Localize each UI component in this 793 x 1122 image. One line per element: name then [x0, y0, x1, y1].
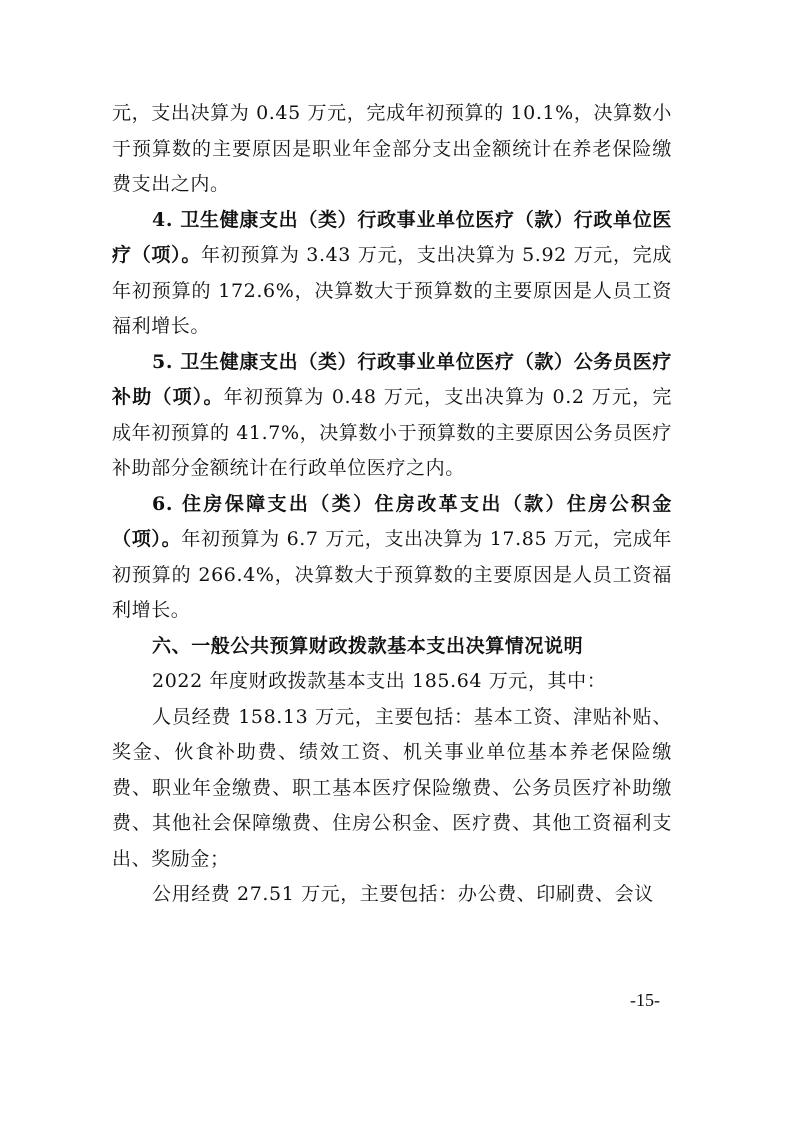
paragraph-heading: 4. 卫生健康支出（类）行政事业单位医疗（款）行政单位医疗（项）。: [112, 208, 672, 266]
paragraph-heading: 6. 住房保障支出（类）住房改革支出（款）住房公积金（项）。: [112, 492, 672, 550]
paragraph-text: 年初预算为 6.7 万元，支出决算为 17.85 万元，完成年初预算的 266.4%，决算数大于预算数的主要原因是人员工资福利增长。: [112, 528, 672, 621]
section-heading-text: 六、一般公共预算财政拨款基本支出决算情况说明: [152, 634, 584, 657]
paragraph-item-5: [112, 345, 672, 487]
paragraph-text: 年初预算为 3.43 万元，支出决算为 5.92 万元，完成年初预算的 172.6%，决算数大于预算数的主要原因是人员工资福利增长。: [112, 244, 672, 337]
paragraph-text: 年初预算为 0.48 万元，支出决算为 0.2 万元，完成年初预算的 41.7%，决算数小于预算数的主要原因公务员医疗补助部分金额统计在行政单位医疗之内。: [112, 386, 672, 479]
paragraph-text: 元，支出决算为 0.45 万元，完成年初预算的 10.1%，决算数小于预算数的主要原因是职业年金部分支出金额统计在养老保险缴费支出之内。: [112, 102, 672, 195]
paragraph-text: 人员经费 158.13 万元，主要包括：基本工资、津贴补贴、奖金、伙食补助费、绩效工资、机关事业单位基本养老保险缴费、职业年金缴费、职工基本医疗保险缴费、公务员医疗补助缴费、其他社会保障缴费、住房公积金、医疗费、其他工资福利支出、奖励金；: [112, 705, 672, 870]
paragraph-text: 公用经费 27.51 万元，主要包括：办公费、印刷费、会议: [152, 883, 654, 905]
page-number: -15-: [630, 990, 660, 1010]
paragraph-item-4: [112, 203, 672, 345]
body-text: [112, 96, 672, 913]
section-heading: [112, 629, 672, 665]
paragraph-basic-expenditure: [112, 664, 672, 700]
paragraph-text: 2022 年度财政拨款基本支出 185.64 万元，其中：: [152, 670, 607, 692]
paragraph-item-6: [112, 487, 672, 629]
paragraph-public-expenses: [112, 877, 672, 913]
paragraph-continuation: [112, 96, 672, 203]
paragraph-heading: 5. 卫生健康支出（类）行政事业单位医疗（款）公务员医疗补助（项）。: [112, 350, 672, 408]
paragraph-personnel-expenses: [112, 700, 672, 878]
